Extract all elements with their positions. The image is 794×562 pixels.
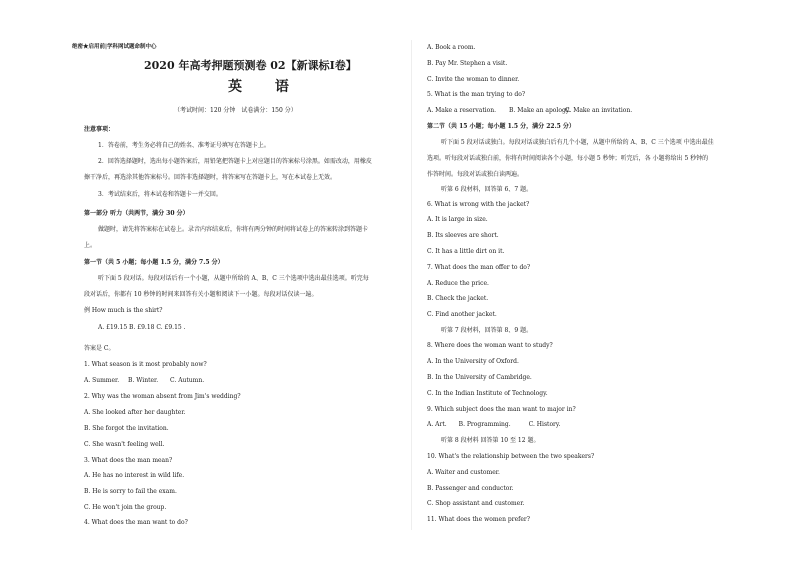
option: B. He is sorry to fail the exam. xyxy=(84,488,177,495)
section1-instruction: 听下面 5 段对话。每段对话后有一个小题，从题中所给的 A、B、C 三个选项中选出最佳选项。听完每 xyxy=(98,275,369,282)
option: A. Book a room. xyxy=(427,44,476,51)
question: 8. Where does the woman want to study? xyxy=(427,342,553,349)
question: 2. Why was the woman absent from Jim's wedding? xyxy=(84,393,241,400)
option: B. Its sleeves are short. xyxy=(427,232,499,239)
note-item: 3．考试结束后，将本试卷和答题卡一并交回。 xyxy=(98,191,222,198)
option: B. She forgot the invitation. xyxy=(84,425,169,432)
exam-info: （考试时间：120 分钟 试卷满分：150 分） xyxy=(174,107,297,114)
option: B. Pay Mr. Stephen a visit. xyxy=(427,60,508,67)
question: 9. Which subject does the man want to major in? xyxy=(427,406,576,413)
option: C. Invite the woman to dinner. xyxy=(427,76,520,83)
option: A. In the University of Oxford. xyxy=(427,358,519,365)
example-options: A. £19.15 B. £9.18 C. £9.15 . xyxy=(98,324,186,331)
part1-instruction: 做题时，请先将答案标在试卷上。录音内容结束后，你将有两分钟的时间将试卷上的答案转涂到答题卡 xyxy=(98,226,369,233)
section2-heading: 第二节（共 15 小题；每小题 1.5 分，满分 22.5 分） xyxy=(427,123,575,130)
option: C. Find another jacket. xyxy=(427,311,497,318)
question: 10. What's the relationship between the two speakers? xyxy=(427,453,595,460)
option: C. He won't join the group. xyxy=(84,504,167,511)
part1-heading: 第一部分 听力（共两节，满分 30 分） xyxy=(84,210,189,217)
question: 11. What does the women prefer? xyxy=(427,516,530,523)
option: C. Shop assistant and customer. xyxy=(427,500,525,507)
notes-heading: 注意事项： xyxy=(84,126,115,133)
option: A. Waiter and customer. xyxy=(427,469,500,476)
material-note: 听第 8 段材料 回答第 10 至 12 题。 xyxy=(441,437,540,444)
note-item: 2．回答选择题时，选出每小题答案后，用铅笔把答题卡上对应题目的答案标号涂黑。如需改动，用橡皮 xyxy=(98,158,372,165)
option: A. She looked after her daughter. xyxy=(84,409,186,416)
question: 4. What does the man want to do? xyxy=(84,519,188,526)
option: A. It is large in size. xyxy=(427,216,488,223)
option: C. In the Indian Institute of Technology. xyxy=(427,390,548,397)
material-note: 听第 7 段材料，回答第 8、9 题。 xyxy=(441,327,533,334)
section2-instruction: 听下面 5 段对话或独白。每段对话或独白后有几个小题，从题中所给的 A、B、C 三个选项 中选出最佳 xyxy=(441,139,714,146)
material-note: 听第 6 段材料，回答第 6、7 题。 xyxy=(441,186,533,193)
option: C. She wasn't feeling well. xyxy=(84,441,165,448)
option: C. Make an invitation. xyxy=(565,107,633,114)
option: C. Autumn. xyxy=(170,377,205,384)
example-question: 例 How much is the shirt? xyxy=(84,307,163,314)
option: A. Art. B. Programming. C. History. xyxy=(427,421,561,428)
exam-title: 2020 年高考押题预测卷 02【新课标Ⅰ卷】 xyxy=(144,59,357,72)
question: 3. What does the man mean? xyxy=(84,457,173,464)
question: 5. What is the man trying to do? xyxy=(427,91,526,98)
option: B. In the University of Cambridge. xyxy=(427,374,532,381)
option: B. Passenger and conductor. xyxy=(427,485,514,492)
question: 1. What season is it most probably now? xyxy=(84,361,207,368)
example-answer: 答案是 C。 xyxy=(84,345,115,352)
option: A. He has no interest in wild life. xyxy=(84,472,185,479)
section1-instruction: 段对话后，你都有 10 秒钟的时间来回答有关小题和阅读下一小题。每段对话仅读一遍。 xyxy=(84,291,318,298)
question: 7. What does the man offer to do? xyxy=(427,264,531,271)
option: B. Make an apology. xyxy=(509,107,571,114)
note-item: 1．答卷前，考生务必将自己的姓名、准考证号填写在答题卡上。 xyxy=(98,142,270,149)
section2-instruction: 选项。听每段对话或独白前，你将有时间阅读各个小题，每小题 5 秒钟；听完后，各 小题将给出 5 秒钟的 xyxy=(427,155,709,162)
option: A. Make a reservation. xyxy=(427,107,497,114)
subject-title: 英 语 xyxy=(228,79,303,95)
option: A. Summer. xyxy=(84,377,120,384)
option: C. It has a little dirt on it. xyxy=(427,248,505,255)
section2-instruction: 作答时间。每段对话或独白读两遍。 xyxy=(427,171,524,178)
question: 6. What is wrong with the jacket? xyxy=(427,201,530,208)
note-item: 擦干净后，再选涂其他答案标号。回答非选择题时，将答案写在答题卡上，写在本试卷上无效。 xyxy=(84,174,337,181)
column-divider xyxy=(411,40,412,530)
option: B. Winter. xyxy=(128,377,159,384)
section1-heading: 第一节（共 5 小题；每小题 1.5 分，满分 7.5 分） xyxy=(84,259,224,266)
part1-instruction: 上。 xyxy=(84,242,97,249)
option: B. Check the jacket. xyxy=(427,295,489,302)
secret-label: 绝密★启用前|学科网试题命制中心 xyxy=(72,44,157,50)
option: A. Reduce the price. xyxy=(427,280,489,287)
